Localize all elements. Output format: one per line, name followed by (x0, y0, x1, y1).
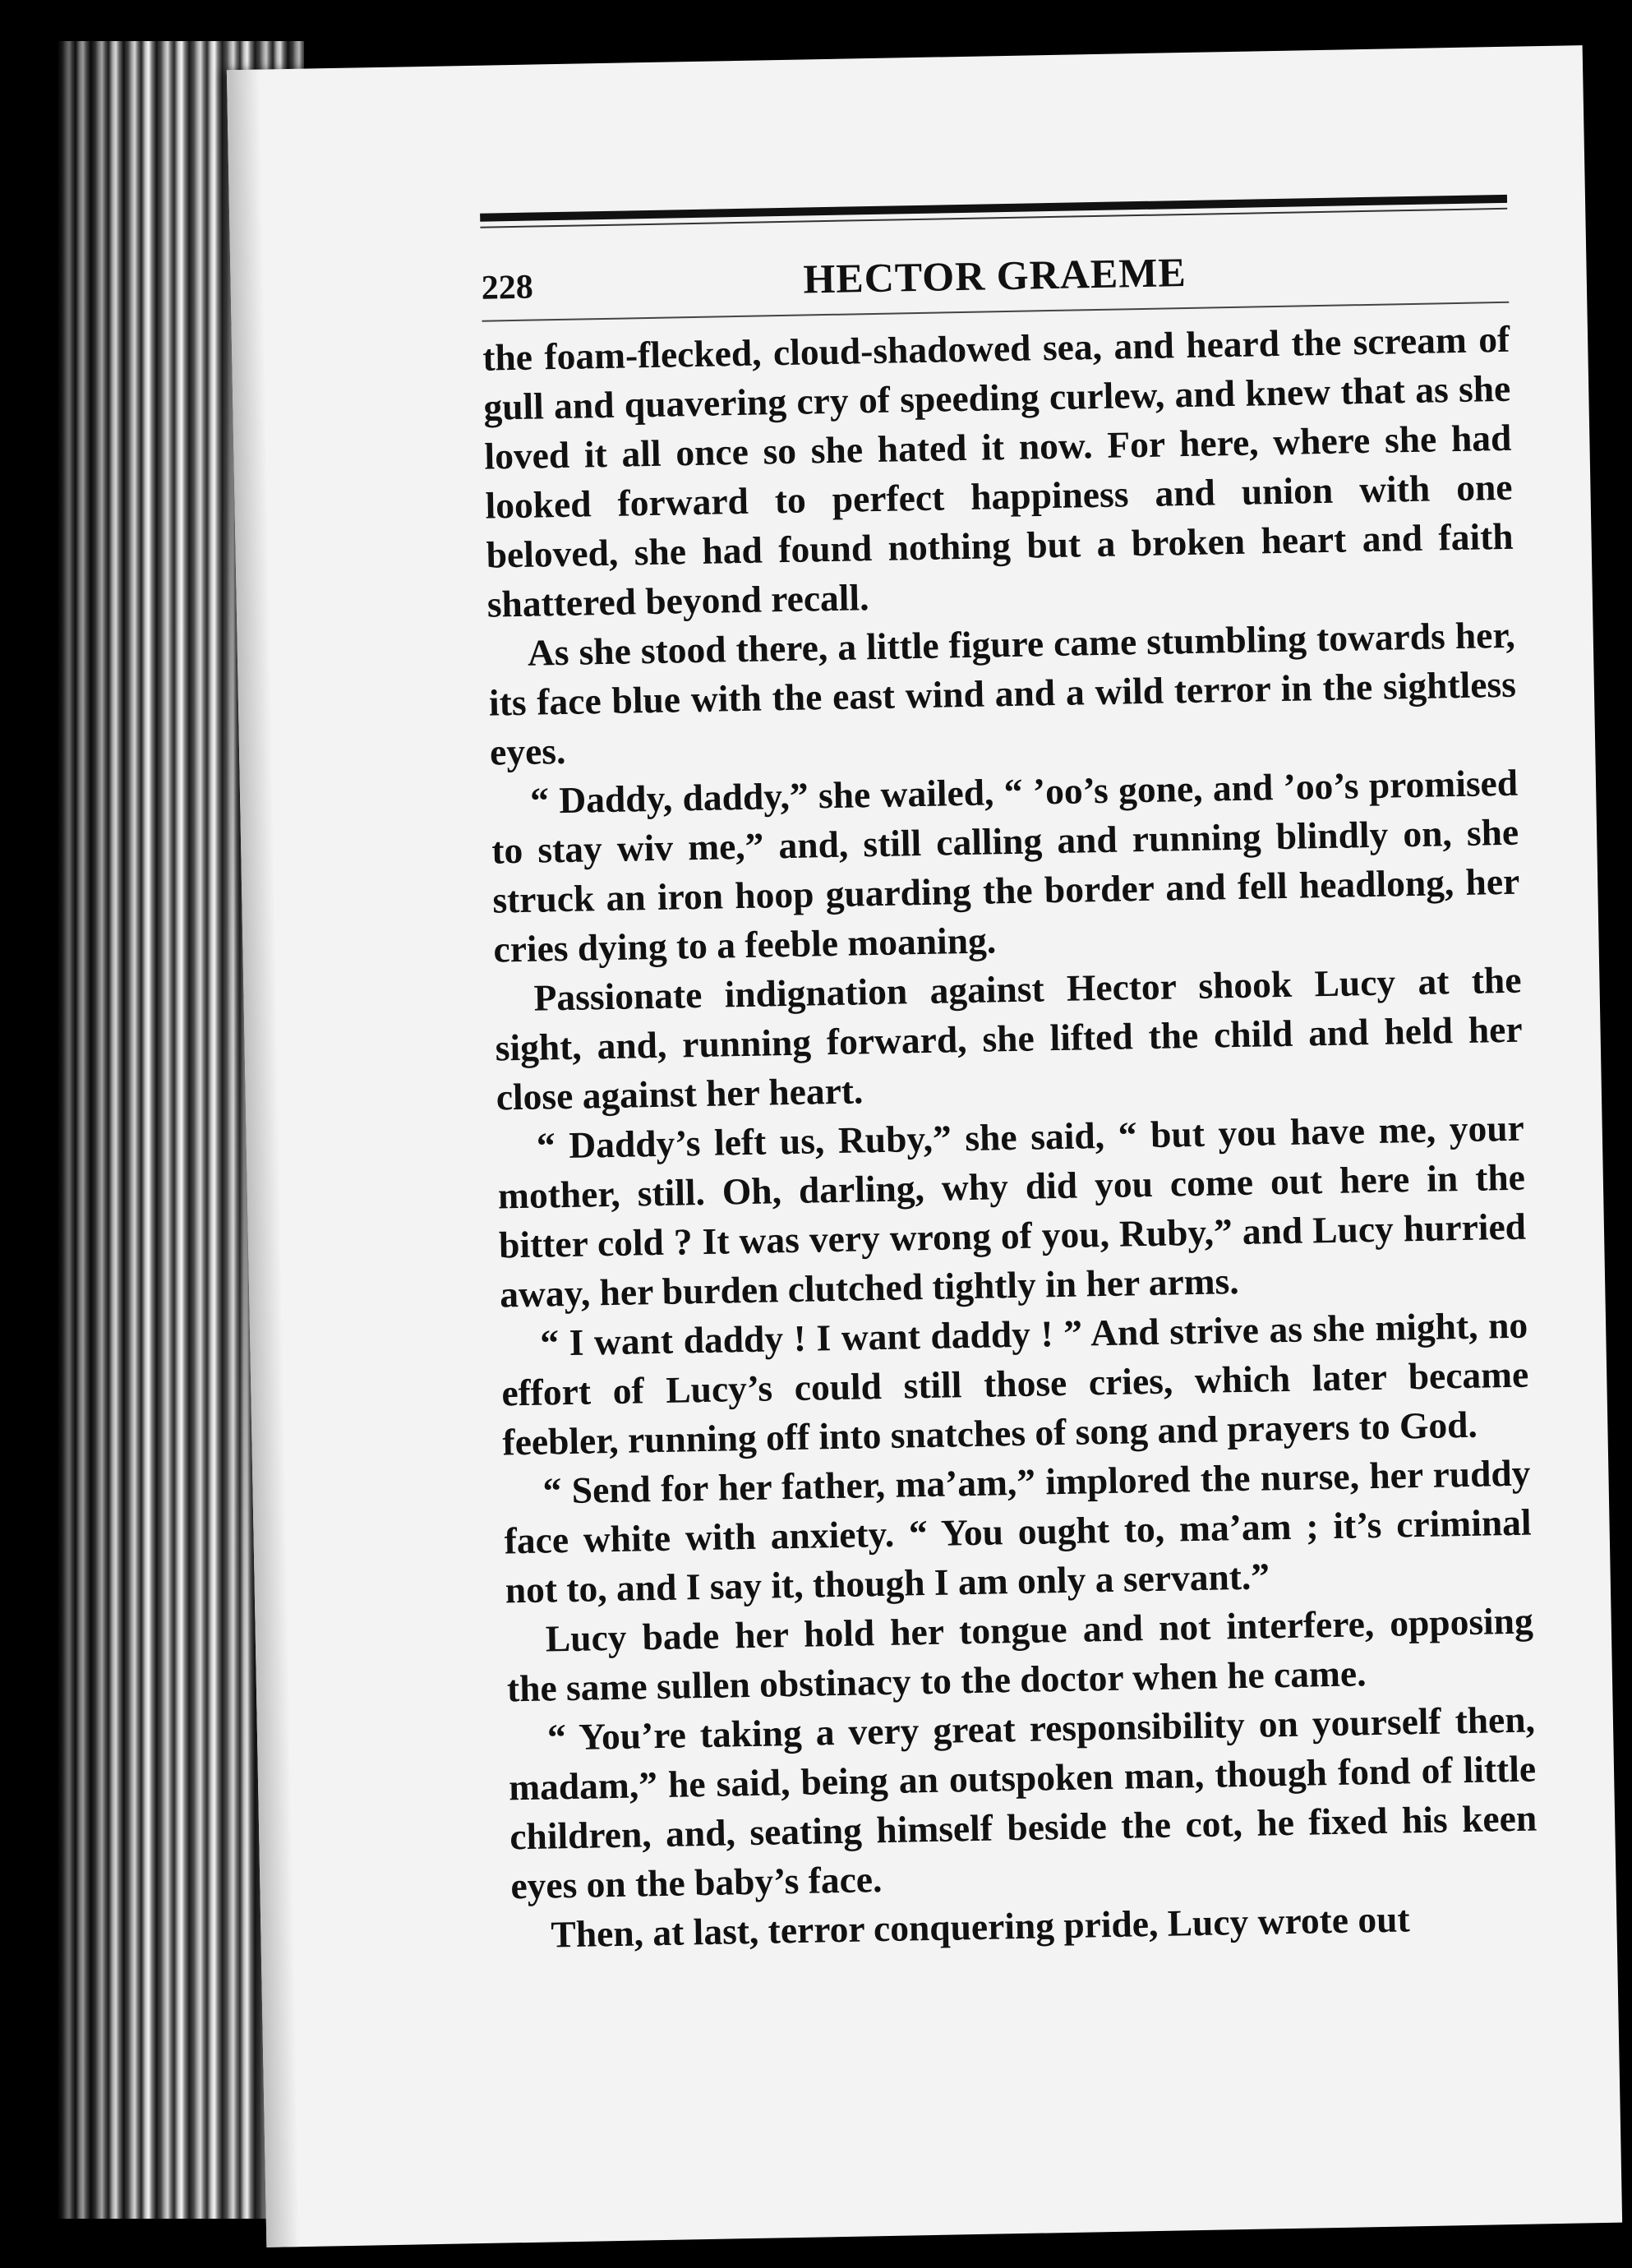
paragraph: Then, at last, terror conquering pride, Lucy wrote out (551, 1897, 1410, 1956)
text-block (480, 195, 1539, 1961)
paragraph: “ Daddy’s left us, Ruby,” she said, “ but you have me, your mother, still. Oh, darling, why did you come out here in the bitter cold ? It was very wrong of you, Ruby,” and Lucy hurried away, her burden clutched tightly in her arms. (497, 1106, 1527, 1316)
book-page (227, 45, 1622, 2247)
body-text (482, 315, 1539, 1961)
page-number: 228 (481, 268, 534, 307)
paragraph: As she stood there, a little figure came stumbling towards her, its face blue with the east wind and a wild terror in the sightless eyes. (488, 613, 1517, 773)
paragraph: “ You’re taking a very great responsibility on yourself then, madam,” he said, being an outspoken man, though fond of little children, and, seating himself beside the cot, he fixed his keen eyes on the baby’s face. (508, 1698, 1537, 1907)
paragraph: “ Send for her father, ma’am,” implored the nurse, her ruddy face white with anxiety. “ You ought to, ma’am ; it’s criminal not to, and I say it, though I am only a servant.” (504, 1451, 1532, 1611)
paragraph: Lucy bade her hold her tongue and not interfere, opposing the same sullen obstinacy to the doctor when he came. (506, 1599, 1534, 1710)
paragraph: “ Daddy, daddy,” she wailed, “ ’oo’s gone, and ’oo’s promised to stay wiv me,” and, still calling and running blindly on, she struck an iron hoop guarding the border and fell headlong, her cries dying to a feeble moaning. (491, 761, 1520, 970)
paragraph: “ I want daddy ! I want daddy ! ” And strive as she might, no effort of Lucy’s could still those cries, which later became feebler, running off into snatches of song and prayers to God. (500, 1303, 1529, 1464)
paragraph: Passionate indignation against Hector shook Lucy at the sight, and, running forward, she lifted the child and held her close against her heart. (495, 958, 1523, 1118)
paragraph: the foam-flecked, cloud-shadowed sea, and heard the scream of gull and quavering cry of speeding curlew, and knew that as she loved it all once so she hated it now. For here, where she had looked forward to perfect happiness and union with one beloved, she had found nothing but a broken heart and faith shattered beyond recall. (482, 317, 1514, 625)
running-head (481, 239, 1509, 312)
running-title: HECTOR GRAEME (802, 248, 1187, 302)
